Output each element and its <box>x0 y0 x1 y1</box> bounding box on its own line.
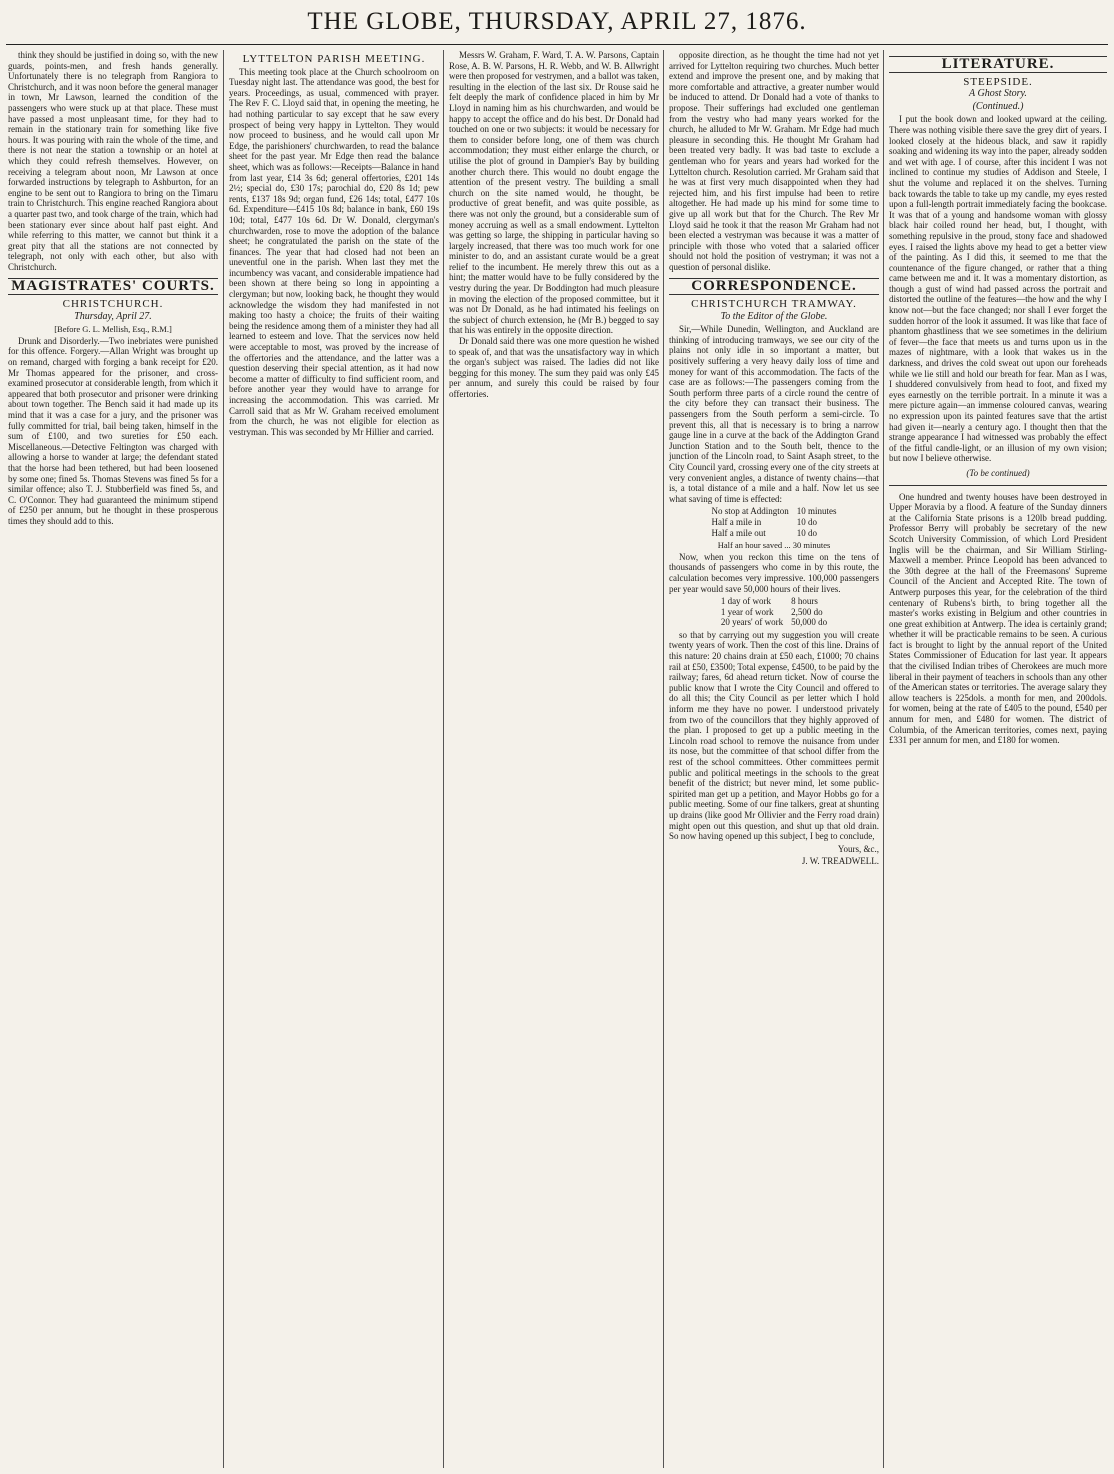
column-2 <box>229 50 439 1468</box>
court-date: Thursday, April 27. <box>74 310 152 322</box>
column-divider <box>883 50 884 1468</box>
table-row: Half a mile out 10 do <box>711 527 817 538</box>
column-divider <box>443 50 444 1468</box>
christchurch-subheading: CHRISTCHURCH. <box>62 298 164 311</box>
table-row: No stop at Addington 10 minutes <box>711 506 837 517</box>
to-be-continued: (To be continued) <box>966 467 1030 478</box>
section-divider <box>889 485 1107 486</box>
column-divider <box>223 50 224 1468</box>
letter-signature: J. W. TREADWELL. <box>801 856 879 867</box>
parish-meeting-continued: Messrs W. Graham, F. Ward, T. A. W. Parsons, Captain Rose, A. B. W. Parsons, H. R. Webb, and W. B. Allwright were then proposed for vestrymen, and a ballot was taken, resulting in the election of the last six. Dr Rouse said he felt deeply the mark of confidence placed in him by Mr Lloyd in naming him as his churchwarden, and would be happy to accept the office and do his best. Dr Donald had touched on one or two subjects: it would be necessary for them to consider before long, one of them was church accommodation; they must either enlarge the church, or utilise the plot of ground in Dampier's Bay by building another church there. This would no doubt engage the attention of the present vestry. The building a small church on the site named would, he thought, be productive of great benefit, and was quite possible, as there was not only the ground, but a considerable sum of money accruing as well as a small endowment. Lyttelton was getting so large, the shipping in particular having so largely increased, that there was too much work for one minister to do, and an assistant curate would be a great relief to the incumbent. He merely threw this out as a hint; the matter would have to be fully considered by the vestry during the year. Dr Boddington had much pleasure in moving the election of the proposed committee, but it was not Dr Donald, as he had intimated his feelings on the subject of church extension, he (Mr B.) begged to say that his was entirely in the opposite direction. <box>449 50 659 336</box>
table-row: 20 years' of work 50,000 do <box>720 617 828 628</box>
parish-meeting-organ: Dr Donald said there was one more question he wished to speak of, and that was the unsatisfactory way in which the organ's subject was raised. The ladies did not like begging for this money. The sum they paid was only £45 per annum, and surely this could be raised by four offertories. <box>449 336 659 399</box>
masthead: THE GLOBE, THURSDAY, APRIL 27, 1876. <box>307 8 807 35</box>
story-continued: (Continued.) <box>972 100 1024 112</box>
table-row: Half a mile in 10 do <box>711 516 817 527</box>
column-1 <box>8 50 218 1468</box>
column-divider <box>663 50 664 1468</box>
news-items: One hundred and twenty houses have been destroyed in Upper Moravia by a flood. A feature of the Sunday dinners at the California State prisons is a 120lb bread pudding. Professor Berry will probably be secretary of the new Scotch University Commission, of which Lord President Inglis will be the chairman, and Sir William Stirling-Maxwell a member. Prince Leopold has been advanced to the 30th degree at the hall of the Freemasons' Supreme Council of the Ancient and Accepted Rite. The town of Antwerp purposes this year, for the celebration of the third centenary of Rubens's birth, to bring together all the master's works existing in Belgium and other countries in one great exhibition at Antwerp. The idea is certainly grand; whether it will be practicable remains to be seen. A curious fact is brought to light by the annual report of the United States Commissioner of Education for last year. It appears that the civilised Indian tribes of Cherokees are much more liberal in their payment of teachers in schools than any other of the American states or territories. The average salary they allow teachers is 225dols. a month for men, and 200dols. for women, being at the rate of £405 to the pound, £540 per annum for men, and £480 for women. The district of Columbia, of the American territories, comes next, paying £331 per annum for men, and £180 for women. <box>889 491 1107 746</box>
table-row: 1 day of work 8 hours <box>720 596 818 607</box>
steepside-subheading: STEEPSIDE. <box>963 75 1033 88</box>
column-4 <box>669 50 879 1468</box>
parish-meeting-end: opposite direction, as he thought the time had not yet arrived for Lyttelton requiring two churches. Much better extend and improve the present one, and by making that more comfortable and attractive, a greater number would be induced to attend. Dr Donald had a vote of thanks to propose. Their sufferings had excluded one gentleman from the vestry who had many years worked for the church, he alluded to Mr W. Graham. Mr Edge had much pleasure in seconding this. He thought Mr Graham had been treated very badly. It was bad taste to exclude a gentleman who for years and years had worked for the Lyttelton church. Resolution carried. Mr Graham said that he was at first very much disappointed when they had rejected him, and his first impulse had been to retire altogether. He had made up his mind for some time to give up all work but that for the Church. The Rev Mr Lloyd said he took it that the reason Mr Graham had not been elected a vestryman was because it was a matter of principle with those who voted that a salaried officer should not hold the position of vestryman; it was not a question of personal dislike. <box>669 50 879 272</box>
to-editor: To the Editor of the Globe. <box>720 310 828 322</box>
correspondence-heading: CORRESPONDENCE. <box>669 278 879 295</box>
story-title: A Ghost Story. <box>969 88 1027 100</box>
tramway-letter-calc: Now, when you reckon this time on the tens of thousands of passengers who come in by this route, the calculation becomes very impressive. 100,000 passengers per year would save 50,000 hours of their lives. <box>669 551 879 594</box>
time-saving-table <box>707 506 840 538</box>
magistrates-heading: MAGISTRATES' COURTS. <box>8 278 218 295</box>
column-3 <box>449 50 659 1468</box>
rail-article: think they should be justified in doing so, with the new guards, points-men, and fresh hands generally. Unfortunately there is no telegraph from Rangiora to Christchurch, and it was noon before the general manager in town, Mr Lawson, learned the condition of the passengers who were stuck up at that place. These must have passed a most unpleasant time, for they had to remain in the stationary train for something like five hours. It was pouring with rain the whole of the time, and there is not near the station a township or an hotel at which they could refresh themselves. However, on receiving a telegram about noon, Mr Lawson at once forwarded instructions by telegraph to Ashburton, for an engine to be sent out to Rangiora to bring on the Timaru train to Christchurch. This engine reached Rangiora about a quarter past two, and took charge of the train, which had been stationary ever since about half past eight. And while referring to this matter, we cannot but think it a great pity that all the stations are not connected by telegraph, not only with each other, but also with Christchurch. <box>8 50 218 272</box>
literature-heading: LITERATURE. <box>889 56 1107 73</box>
letter-closing: Yours, &c., <box>837 843 879 854</box>
tramway-letter: Sir,—While Dunedin, Wellington, and Auckland are thinking of introducing tramways, we see our city of the plains not only idle in so important a matter, but positively suffering a very heavy daily loss of time and money for want of this accommodation. The facts of the case are as follows:—The passengers coming from the South perform three parts of a circle round the centre of the city before they can transact their business. The passengers from the South perform a semi-circle. To prevent this, all that is necessary is to bring a narrow gauge line in a curve at the back of the Addington Grand Junction Station and to the South belt, thence to the junction of the Lincoln road, to Saint Asaph street, to the City Council yard, crossing every one of the city streets at very convenient angles, a distance of twenty chains—that is, a total distance of a mile and a half. Now let us see what saving of time is effected: <box>669 324 879 504</box>
parish-meeting-report: This meeting took place at the Church schoolroom on Tuesday night last. The attendance was good, the best for years. Proceedings, as usual, commenced with prayer. The Rev F. C. Lloyd said that, in opening the meeting, he had nothing particular to say except that he saw every prospect of being very happy in Lyttelton. They would now proceed to business, and he would call upon Mr Edge, the parishioners' churchwarden, to read the balance sheet for the past year. Mr Edge then read the balance sheet, which was as follows:—Receipts—Balance in hand from last year, £14 3s 6d; general offertories, £201 14s 2½; special do, £30 17s; parochial do, £20 8s 1d; pew rents, £137 18s 9d; organ fund, £26 14s; total, £477 10s 6d. Expenditure—£415 10s 8d; balance in bank, £60 19s 10d; total, £477 10s 6d. Dr W. Donald, clergyman's churchwarden, rose to move the adoption of the balance sheet; he congratulated the parish on the state of the finances. The year that had closed had not been an uneventful one in the parish. When last they met the incumbency was vacant, and considerable impatience had been shown at there being so long in appointing a clergyman; but now, looking back, he thought they would acknowledge the wisdom they had manifested in not making too hasty a choice; the fruits of their waiting being the residence among them of a minister they had all learned to esteem and love. That the services now held were acceptable to most, was proved by the increase of the offertories and the attendance, and the latter was a question deserving their special attention, as it had now become a matter of difficulty to find sufficient room, and before another year they would have to arrange for increasing the accommodation. This was carried. Mr Carroll said that as Mr W. Graham received emolument from the church, he was not eligible for election as vestryman. This was seconded by Mr Hillier and carried. <box>229 66 439 437</box>
tramway-subheading: CHRISTCHURCH TRAMWAY. <box>691 298 857 311</box>
table-row: 1 year of work 2,500 do <box>720 606 823 617</box>
time-saved-total: Half an hour saved ... 30 minutes <box>717 540 831 551</box>
masthead-rule <box>6 44 1108 45</box>
work-years-table <box>717 596 831 628</box>
story-text: I put the book down and looked upward at the ceiling. There was nothing visible there save the grey dirt of years. I looked closely at the hideous black, and saw it rapidly soaking and widening its way into the paper, already sodden and wet with age. I of course, after this incident I was not inclined to continue my studies of Addison and Steele, I shut the volume and replaced it on the shelves. Turning back towards the table to take up my candle, my eyes rested upon a full-length portrait immediately facing the bookcase. It was that of a young and handsome woman with glossy black hair coiled round her head, but, I thought, with something repulsive in the proud, stony face and shadowed eyes. I raised the lights above my head to get a better view of the painting. As I did this, it seemed to me that the countenance of the figure changed, or rather that a thing came between me and it. It was a momentary distortion, as though a gust of wind had passed across the portrait and distorted the outline of the features—the how and the why I know not—but the face changed; nor shall I ever forget the sudden horror of the look it assumed. It was like that face of phantom ghastliness that we see sometimes in the delirium of fever—the face that meets us and turns upon us in the mazes of nightmare, with a look that wakes us in the darkness, and drives the cold sweat out upon our foreheads while we lie still and hold our breath for fear. Man as I was, I shuddered convulsively from head to foot, and fixed my eyes earnestly on the terrible portrait. In a minute it was a mere picture again—an immense coloured canvas, wearing no expression upon its painted features save that the artist had given it—nearly a century ago. I thought then that the strange appearance I had witnessed was probably the effect of the fitful candle-light, or an illusion of my own vision; but now I believe otherwise. <box>889 114 1107 464</box>
court-bench: [Before G. L. Mellish, Esq., R.M.] <box>54 324 172 335</box>
tramway-letter-end: so that by carrying out my suggestion you will create twenty years of work. Then the cost of this line. Drains of this nature: 20 chains drain at £50 each, £1000; 70 chains rail at £50, £3500; Total expense, £4500, to be paid by the railway; fares, 6d ahead return ticket. Now of course the public know that I wrote the City Council and offered to do all this; the City Council as per letter which I hold inform me they have no power. I understood privately from two of the councillors that they highly approved of the plan. I proposed to get up a public meeting in the Lincoln road school to remove the nuisance from under its nose, but the committee of that school differ from the rest of the school committees. Other committees permit public and political meetings in the schools to the great benefit of the district; but never mind, let some public-spirited man get up a petition, and Mayor Hobbs go for a public meeting. Some of our fine talkers, great at shunting up drains (like good Mr Ollivier and the Ferry road drain) might open out this question, and shut up that old drain. So now having opened up this subject, I beg to conclude, <box>669 629 879 842</box>
court-report: Drunk and Disorderly.—Two inebriates were punished for this offence. Forgery.—Allan Wright was brought up on remand, charged with forging a bank receipt for £20. Mr Thomas appeared for the prisoner, and cross-examined prosecutor at considerable length, from which it appeared that both prosecutor and prisoner were drinking about town together. The Bench said it had made up its mind that it was a case for a jury, and the prisoner was fully committed for trial, bail being taken, himself in the sum of £100, and two sureties for £50 each. Miscellaneous.—Detective Feltington was charged with allowing a horse to wander at large; the defendant stated that the horse had been tethered, but had been loosened by some one; fined 5s. Thomas Stevens was fined 5s for a similar offence; also T. J. Stubberfield was fined 5s, and C. O'Connor. They had guaranteed the minimum stipend of £250 per annum, but he thought in these prosperous times they should add to this. <box>8 335 218 526</box>
parish-meeting-heading: LYTTELTON PARISH MEETING. <box>242 53 426 65</box>
column-5 <box>889 50 1107 1468</box>
